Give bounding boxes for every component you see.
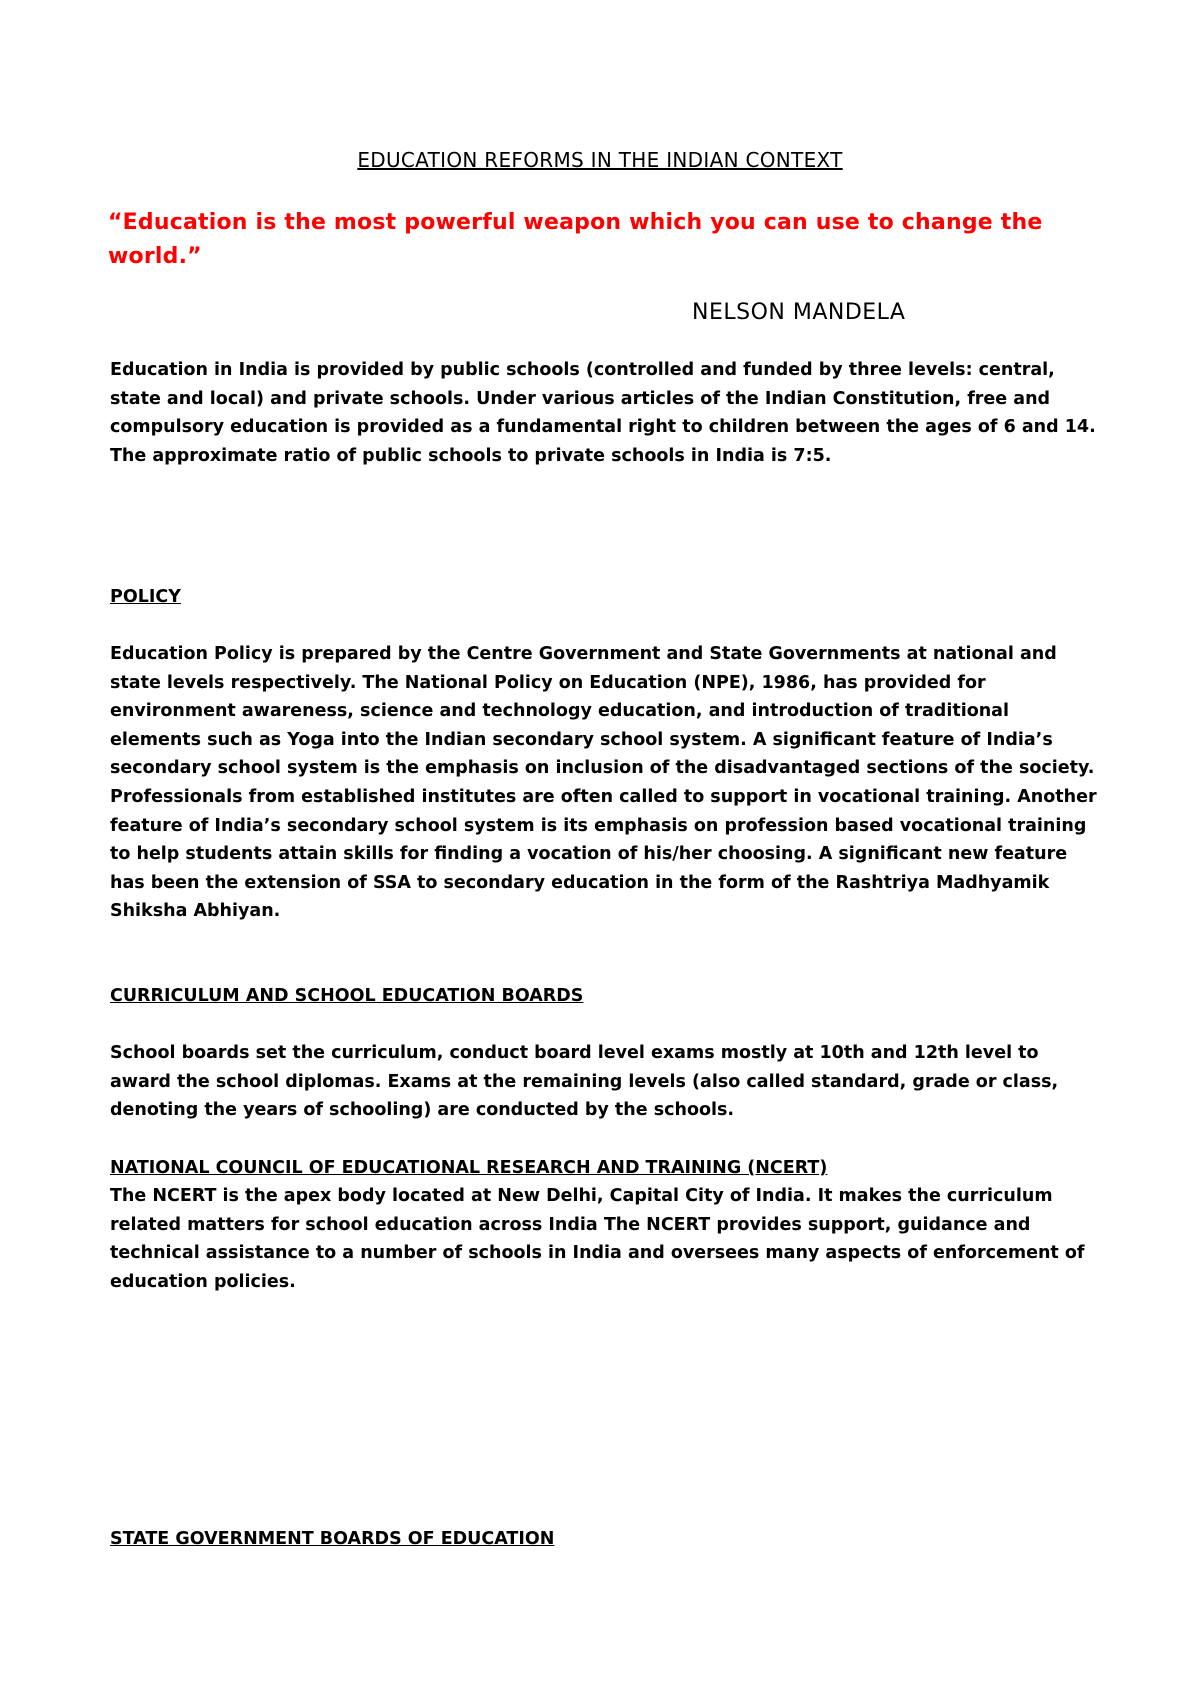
section-heading-ncert: NATIONAL COUNCIL OF EDUCATIONAL RESEARCH AND TRAINING (NCERT) xyxy=(110,1158,828,1178)
section-heading-state-boards: STATE GOVERNMENT BOARDS OF EDUCATION xyxy=(110,1529,555,1549)
intro-paragraph: Education in India is provided by public schools (controlled and funded by three levels: central, state and local) and private schools. Under various articles of the Indian Constitution, free and compulsory education is provided as a fundamental right to children between the ages of 6 and 14. The approximate ratio of public schools to private schools in India is 7:5. xyxy=(110,360,1096,466)
section-body-policy: Education Policy is prepared by the Centre Government and State Governments at national and state levels respectively. The National Policy on Education (NPE), 1986, has provided for environment awareness, science and technology education, and introduction of traditional elements such as Yoga into the Indian secondary school system. A significant feature of India’s secondary school system is the emphasis on inclusion of the disadvantaged sections of the society. Professionals from established institutes are often called to support in vocational training. Another feature of India’s secondary school system is its emphasis on profession based vocational training to help students attain skills for finding a vocation of his/her choosing. A significant new feature has been the extension of SSA to secondary education in the form of the Rashtriya Madhyamik Shiksha Abhiyan. xyxy=(110,644,1097,922)
quote-text: “Education is the most powerful weapon which you can use to change the world.” xyxy=(108,210,1043,269)
section-heading-curriculum: CURRICULUM AND SCHOOL EDUCATION BOARDS xyxy=(110,986,584,1006)
section-body-curriculum: School boards set the curriculum, conduct board level exams mostly at 10th and 12th level to award the school diplomas. Exams at the remaining levels (also called standard, grade or class, denoting the years of schooling) are conducted by the schools. xyxy=(110,1043,1059,1121)
section-heading-policy: POLICY xyxy=(110,587,181,607)
document-title: EDUCATION REFORMS IN THE INDIAN CONTEXT xyxy=(357,148,843,172)
section-body-ncert: The NCERT is the apex body located at New Delhi, Capital City of India. It makes the curriculum related matters for school education across India The NCERT provides support, guidance and technical assistance to a number of schools in India and oversees many aspects of enforcement of education policies. xyxy=(110,1186,1085,1292)
quote-author: NELSON MANDELA xyxy=(692,300,906,325)
